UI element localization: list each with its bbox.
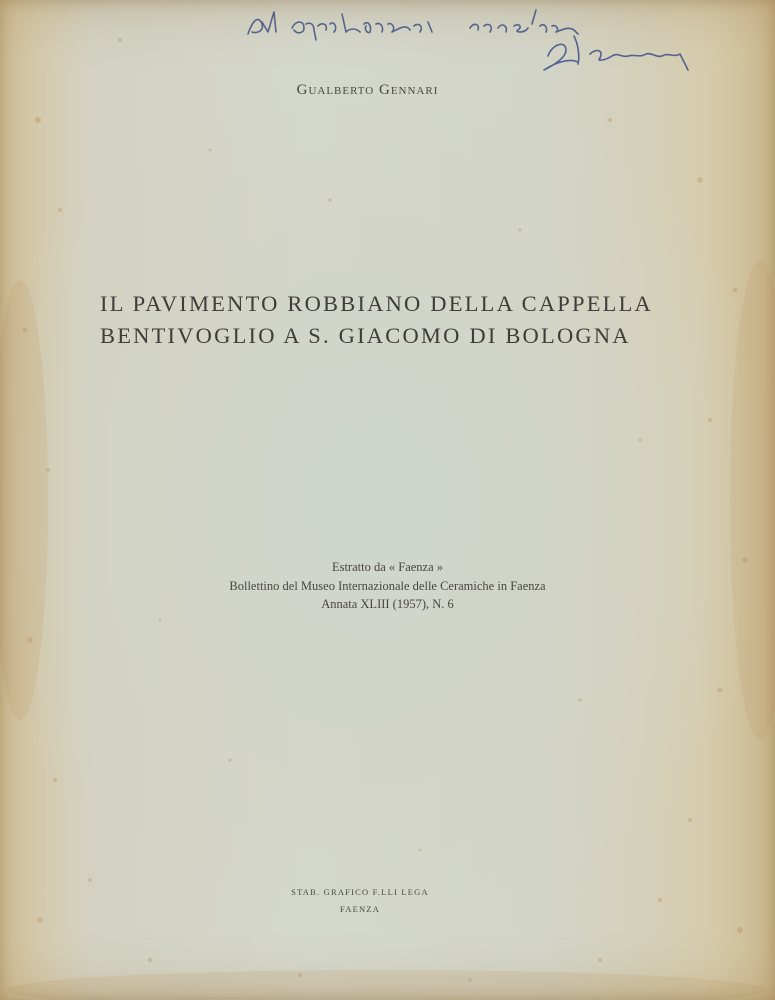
printer-imprint	[0, 884, 720, 918]
extract-line-3: Annata XLIII (1957), N. 6	[321, 597, 454, 611]
title-line-2: BENTIVOGLIO A S. GIACOMO DI BOLOGNA	[100, 323, 631, 348]
extract-line-1: Estratto da « Faenza »	[331, 560, 444, 574]
printer-line-2: FAENZA	[339, 904, 381, 914]
document-title	[100, 288, 660, 352]
extract-note	[0, 558, 775, 614]
author-name: Gualberto Gennari	[296, 82, 439, 98]
extract-line-2: Bollettino del Museo Internazionale delle Ceramiche in Faenza	[229, 578, 546, 593]
printer-line-1: STAB. GRAFICO F.LLI LEGA	[291, 887, 429, 897]
title-line-1: IL PAVIMENTO ROBBIANO DELLA CAPPELLA	[100, 291, 653, 316]
